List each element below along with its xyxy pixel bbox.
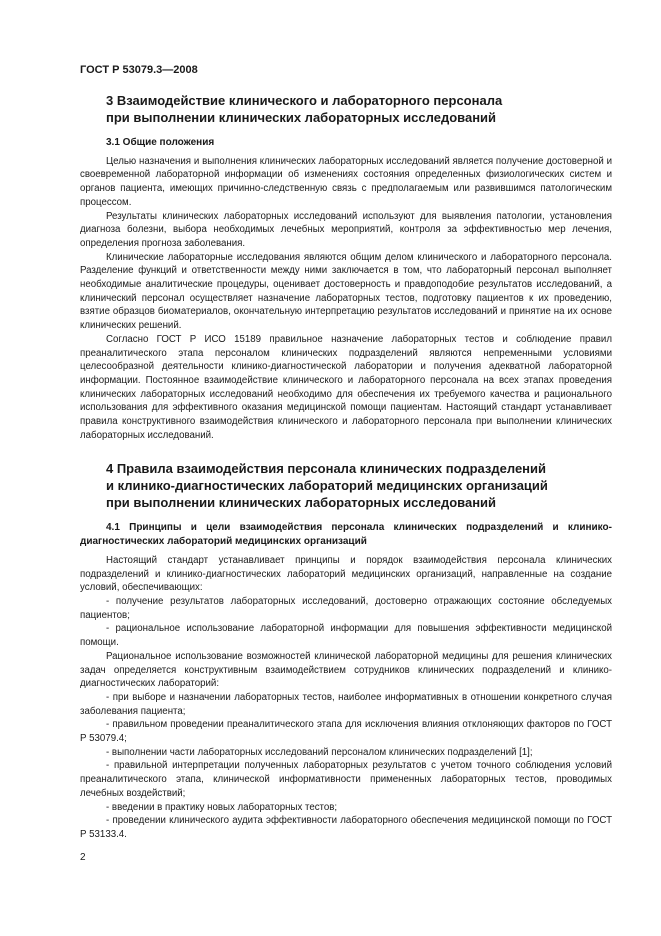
paragraph: Рациональное использование возможностей клинической лабораторной медицины для решения клинических задач определяется конструктивным взаимодействием сотрудников клинических подразделений и клинико-диагностических лабораторий:: [80, 650, 612, 690]
list-item: - получение результатов лабораторных исследований, достоверно отражающих состояние обследуемых пациентов;: [80, 595, 612, 621]
section-gap: [80, 442, 612, 460]
subsection-4-1-heading: 4.1 Принципы и цели взаимодействия персонала клинических подразделений и клинико-диагностических лабораторий медицинских организаций: [80, 522, 612, 548]
paragraph: Результаты клинических лабораторных исследований используют для выявления патологии, установления диагноза болезни, выбора необходимых лечебных мероприятий, контроля за эффективностью мер лечения, определения прогноза заболевания.: [80, 210, 612, 249]
list-item: - выполнении части лабораторных исследований персоналом клинических подразделений [1];: [106, 746, 533, 758]
section-4-heading: [80, 460, 612, 511]
page-number: 2: [80, 852, 86, 863]
running-header: ГОСТ Р 53079.3—2008: [80, 64, 198, 76]
paragraph: Согласно ГОСТ Р ИСО 15189 правильное назначение лабораторных тестов и соблюдение правил преаналитического этапа персоналом клинических подразделений являются непременными условиями целесообразной деятельности клинико-диагностической лаборатории и получения адекватной лабораторной информации. Постоянное взаимодействие клинического и лабораторного персонала на всех этапах проведения клинических лабораторных исследований необходимо для обеспечения их требуемого качества и рационального использования для эффективного оказания медицинской помощи пациентам. Настоящий стандарт устанавливает правила конструктивного взаимодействия клинического и лабораторного персонала при выполнении клинических лабораторных исследований.: [80, 333, 612, 441]
section-4-heading-line-1: 4 Правила взаимодействия персонала клинических подразделений: [106, 461, 547, 477]
section-4-heading-line-3: при выполнении клинических лабораторных исследований: [106, 495, 497, 511]
list-item: - при выборе и назначении лабораторных тестов, наиболее информативных в отношении конкретного случая заболевания пациента;: [80, 691, 612, 717]
page-content: [80, 92, 612, 842]
list-item: - правильном проведении преаналитического этапа для исключения влияния отклоняющих факторов по ГОСТ Р 53079.4;: [80, 719, 612, 745]
section-3-heading-line-2: при выполнении клинических лабораторных исследований: [106, 110, 497, 125]
list-item: - проведении клинического аудита эффективности лабораторного обеспечения медицинской помощи по ГОСТ Р 53133.4.: [80, 815, 612, 840]
paragraph: Клинические лабораторные исследования являются общим делом клинического и лабораторного персонала. Разделение функций и ответственности между ними заключается в том, что лабораторный персонал выполняет необходимые аналитические процедуры, оценивает достоверность и правдоподобие результатов исследований, а клинический персонал осуществляет назначение лабораторных тестов, подготовку пациентов к их проведению, взятие образцов биоматериалов, окончательную интерпретацию результатов исследований и принятие на их основе клинических решений.: [80, 251, 612, 332]
list-item: - введении в практику новых лабораторных тестов;: [106, 801, 338, 813]
section-3-heading: [80, 92, 612, 126]
section-3-heading-line-1: 3 Взаимодействие клинического и лабораторного персонала: [106, 93, 503, 108]
list-item: - рациональное использование лабораторной информации для повышения эффективности медицинской помощи.: [80, 623, 612, 649]
section-4-heading-line-2: и клинико-диагностических лабораторий медицинских организаций: [106, 478, 548, 494]
subsection-3-1-heading: 3.1 Общие положения: [106, 137, 215, 148]
paragraph: Настоящий стандарт устанавливает принципы и порядок взаимодействия персонала клинических подразделений и клинико-диагностических лабораторий медицинских организаций, направленные на создание условий, обеспечивающих:: [80, 554, 612, 594]
paragraph: Целью назначения и выполнения клинических лабораторных исследований является получение достоверной и своевременной лабораторной информации об изменениях состояния определенных физиологических систем и органов пациента, имеющих причинно-следственную связь с предполагаемым или развившимся патологическим процессом.: [80, 155, 612, 208]
list-item: - правильной интерпретации полученных лабораторных результатов с учетом точного соблюдения условий преаналитического этапа, клинической информативности примененных лабораторных тестов, проводимых лечебных воздействий;: [80, 760, 612, 799]
